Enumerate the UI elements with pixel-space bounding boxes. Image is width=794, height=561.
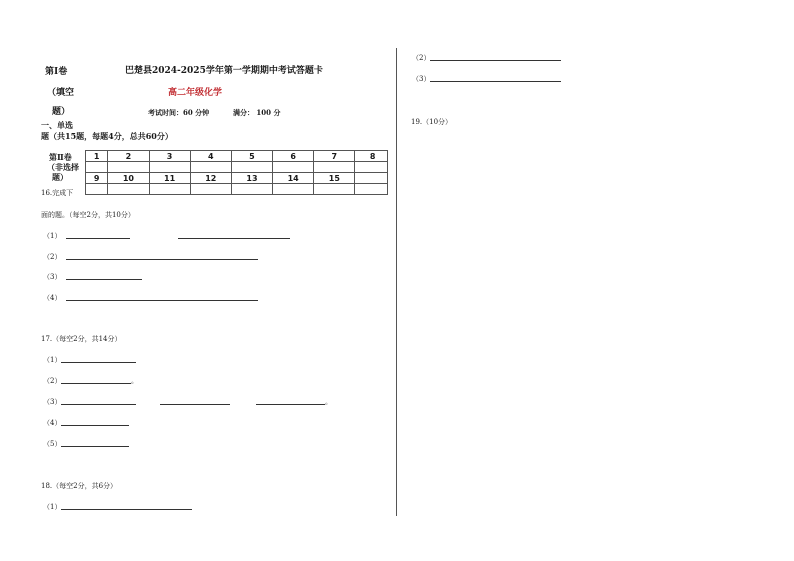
grid-number: 1: [86, 151, 108, 162]
mcq-heading-b: 题（共15题，每题4分，总共60分）: [41, 131, 173, 141]
grid-number: 6: [273, 151, 314, 162]
q17-item-label: （5）: [43, 440, 62, 448]
section-1-type-b: 题）: [52, 107, 71, 117]
answer-blank[interactable]: [61, 446, 129, 447]
q16-title-a: 16.完成下: [41, 189, 74, 197]
answer-blank[interactable]: [61, 383, 131, 384]
answer-cell[interactable]: [355, 162, 388, 173]
answer-cell[interactable]: [273, 162, 314, 173]
answer-blank[interactable]: [430, 60, 561, 61]
period-mark: 。: [325, 398, 332, 406]
q18-item-label: （3）: [412, 75, 431, 83]
grid-number: 11: [149, 173, 190, 184]
section-2-label: 第Ⅱ卷: [49, 152, 72, 162]
answer-blank[interactable]: [61, 362, 136, 363]
period-mark: 。: [131, 377, 138, 385]
q16-item-label: （4）: [43, 294, 62, 302]
grid-number: 4: [190, 151, 231, 162]
grid-number: 3: [149, 151, 190, 162]
grid-empty: [355, 184, 388, 195]
answer-blank[interactable]: [66, 238, 130, 239]
column-divider: [396, 48, 397, 516]
grid-number: 14: [273, 173, 314, 184]
answer-cell[interactable]: [190, 184, 231, 195]
grid-number: 7: [314, 151, 355, 162]
answer-blank[interactable]: [160, 404, 230, 405]
answer-blank[interactable]: [61, 404, 136, 405]
q16-title-b: 面的题。（每空2分，共10分）: [41, 211, 135, 219]
section-1-label: 第Ⅰ卷: [45, 67, 68, 77]
grid-number: 13: [231, 173, 272, 184]
q17-item-label: （1）: [43, 356, 62, 364]
mcq-heading-a: 一、单选: [41, 120, 73, 130]
q18-title: 18.（每空2分，共6分）: [41, 482, 118, 490]
answer-blank[interactable]: [256, 404, 325, 405]
answer-grid: [85, 150, 388, 195]
grid-empty: [355, 173, 388, 184]
q17-title: 17.（每空2分，共14分）: [41, 335, 122, 343]
answer-cell[interactable]: [149, 184, 190, 195]
answer-cell[interactable]: [273, 184, 314, 195]
section-1-type-a: （填空: [47, 88, 75, 98]
q16-item-label: （1）: [43, 232, 62, 240]
answer-cell[interactable]: [108, 184, 149, 195]
answer-blank[interactable]: [178, 238, 290, 239]
exam-time: 考试时间：60 分钟: [148, 108, 210, 117]
grid-number: 10: [108, 173, 149, 184]
answer-cell[interactable]: [108, 162, 149, 173]
answer-cell[interactable]: [231, 184, 272, 195]
answer-cell[interactable]: [314, 162, 355, 173]
q18-item-label: （2）: [412, 54, 431, 62]
answer-blank[interactable]: [66, 259, 258, 260]
grid-number: 5: [231, 151, 272, 162]
full-score: 满分： 100 分: [233, 108, 281, 117]
q16-item-label: （2）: [43, 253, 62, 261]
grid-number: 2: [108, 151, 149, 162]
page-subtitle: 高二年级化学: [168, 88, 223, 98]
answer-blank[interactable]: [61, 509, 192, 510]
q17-item-label: （4）: [43, 419, 62, 427]
section-2-type-a: （非选择: [47, 162, 79, 172]
answer-blank[interactable]: [66, 279, 142, 280]
answer-cell[interactable]: [231, 162, 272, 173]
answer-blank[interactable]: [61, 425, 129, 426]
q19-title: 19.（10分）: [411, 118, 453, 126]
grid-number: 9: [86, 173, 108, 184]
grid-number: 15: [314, 173, 355, 184]
section-2-type-b: 题）: [52, 172, 68, 182]
answer-cell[interactable]: [86, 162, 108, 173]
q17-item-label: （2）: [43, 377, 62, 385]
q18-item-label: （1）: [43, 503, 62, 511]
q17-item-label: （3）: [43, 398, 62, 406]
grid-number: 8: [355, 151, 388, 162]
answer-cell[interactable]: [149, 162, 190, 173]
q16-item-label: （3）: [43, 273, 62, 281]
page-title: 巴楚县2024-2025学年第一学期期中考试答题卡: [125, 66, 323, 76]
answer-blank[interactable]: [66, 300, 258, 301]
answer-blank[interactable]: [430, 81, 561, 82]
answer-cell[interactable]: [190, 162, 231, 173]
answer-cell[interactable]: [314, 184, 355, 195]
answer-cell[interactable]: [86, 184, 108, 195]
grid-number: 12: [190, 173, 231, 184]
